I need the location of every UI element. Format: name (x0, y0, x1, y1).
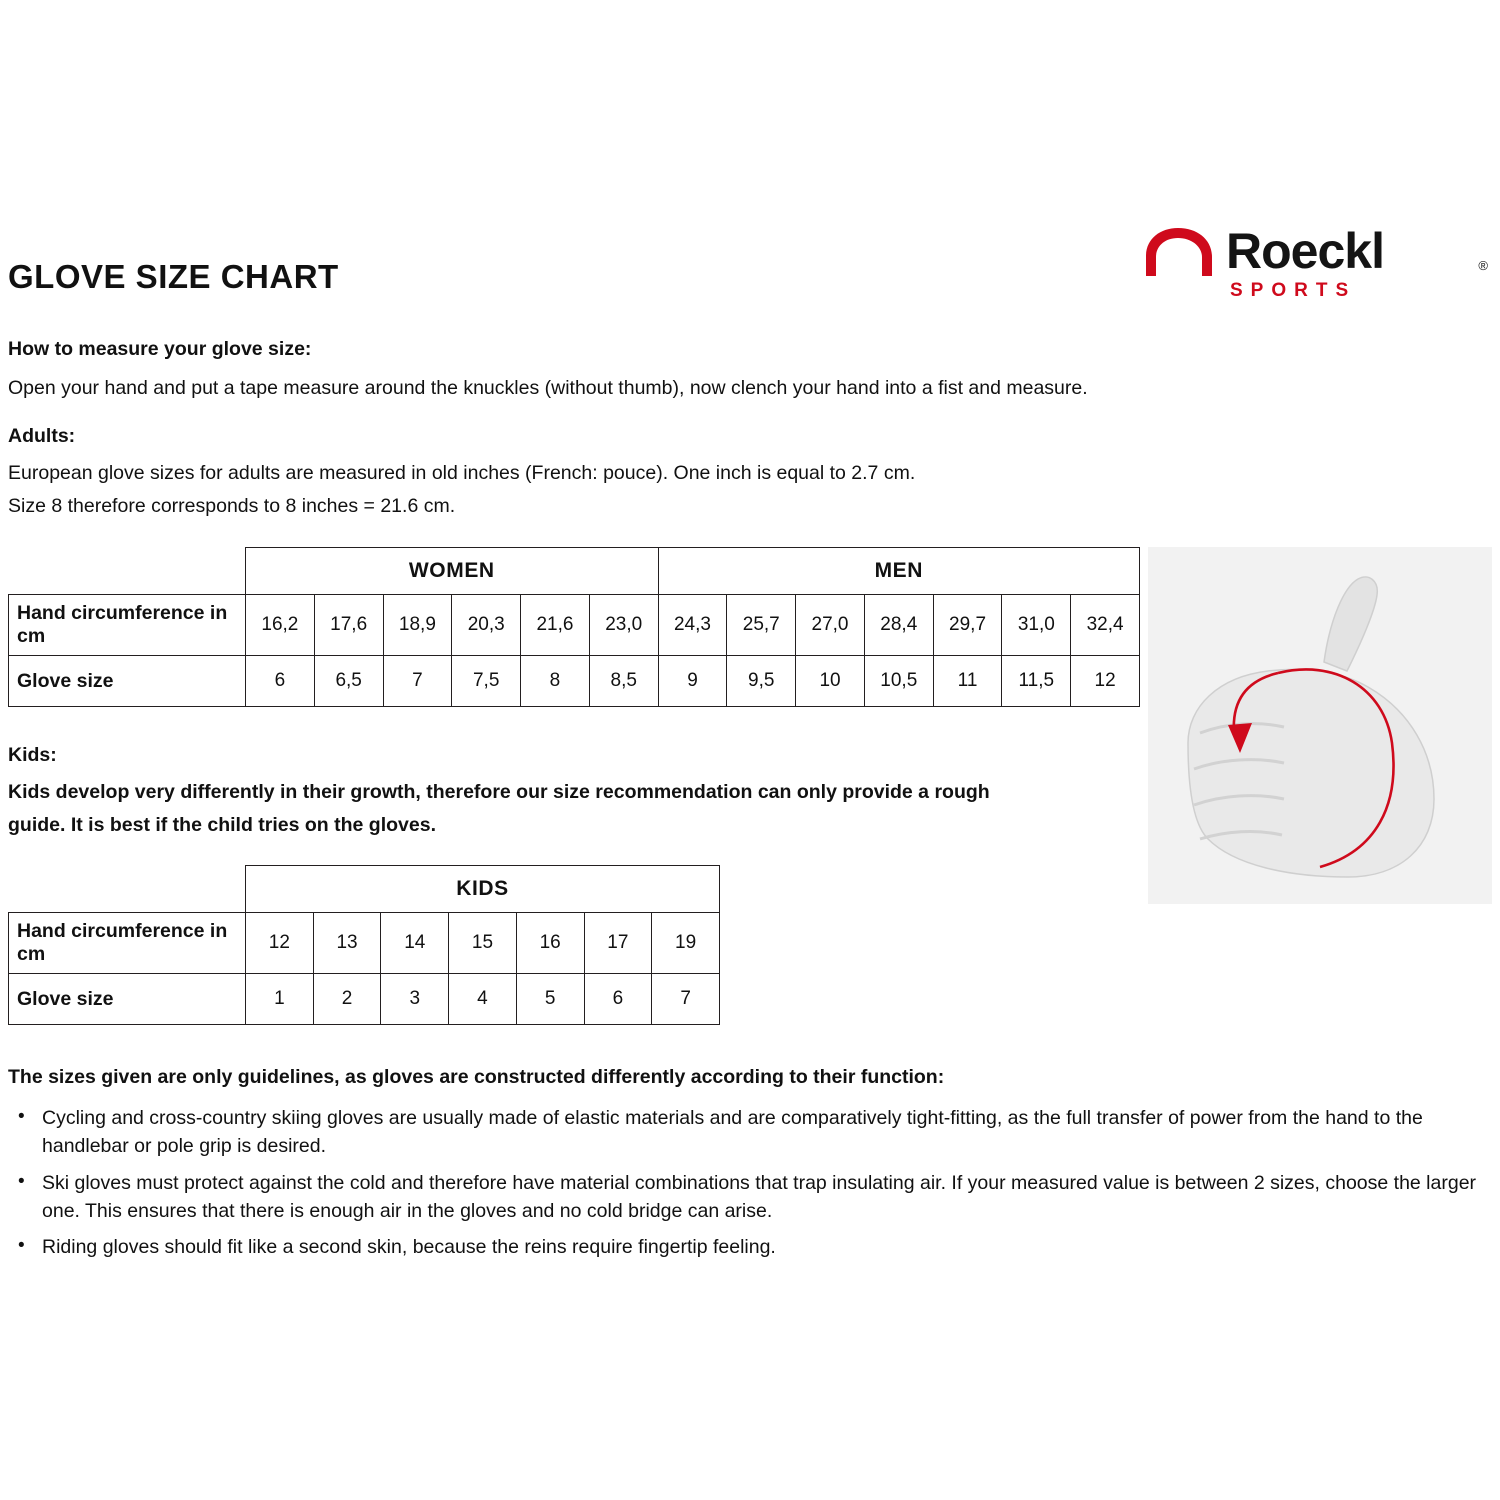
row-label-hand-circumference: Hand circumference in cm (9, 913, 246, 974)
table-cell: 24,3 (658, 595, 727, 656)
row-label-glove-size: Glove size (9, 656, 246, 707)
table-cell: 3 (381, 974, 449, 1025)
logo-subtitle: SPORTS (1230, 280, 1357, 301)
roeckl-hand-mark-icon (1140, 226, 1218, 278)
table-cell: 29,7 (933, 595, 1002, 656)
adults-size-table (8, 547, 1140, 707)
table-cell: 10,5 (864, 656, 933, 707)
table-cell: 9 (658, 656, 727, 707)
table-cell: 21,6 (521, 595, 590, 656)
adults-line-2: Size 8 therefore corresponds to 8 inches = 21.6 cm. (8, 495, 456, 517)
table-cell: 6,5 (314, 656, 383, 707)
table-cell: 1 (246, 974, 314, 1025)
adults-heading: Adults: (8, 425, 76, 447)
table-cell: 7,5 (452, 656, 521, 707)
table-cell: 14 (381, 913, 449, 974)
group-header-kids: KIDS (246, 866, 720, 913)
table-cell: 4 (449, 974, 517, 1025)
table-cell: 9,5 (727, 656, 796, 707)
list-item: • Riding gloves should fit like a second skin, because the reins require fingertip feeling. (8, 1233, 1488, 1261)
group-header-women: WOMEN (246, 548, 659, 595)
list-item: • Cycling and cross-country skiing gloves are usually made of elastic materials and are comparatively tight-fitting, as the full transfer of power from the hand to the handlebar or pole grip is desired. (8, 1104, 1488, 1161)
table-group-header-row (9, 866, 720, 913)
table-cell: 31,0 (1002, 595, 1071, 656)
table-cell: 25,7 (727, 595, 796, 656)
table-cell: 7 (383, 656, 452, 707)
row-label-glove-size: Glove size (9, 974, 246, 1025)
kids-size-table (8, 865, 720, 1025)
table-cell: 17,6 (314, 595, 383, 656)
table-cell: 6 (584, 974, 652, 1025)
table-cell: 10 (796, 656, 865, 707)
table-cell: 8,5 (589, 656, 658, 707)
table-cell: 13 (313, 913, 381, 974)
guidelines-list (8, 1104, 1488, 1269)
empty-corner-cell (9, 866, 246, 913)
table-cell: 6 (246, 656, 315, 707)
table-row (9, 595, 1140, 656)
table-row (9, 913, 720, 974)
hand-illustration-graphic (1148, 547, 1492, 904)
table-cell: 17 (584, 913, 652, 974)
row-label-hand-circumference: Hand circumference in cm (9, 595, 246, 656)
empty-corner-cell (9, 548, 246, 595)
table-row (9, 974, 720, 1025)
table-cell: 32,4 (1071, 595, 1140, 656)
table-cell: 27,0 (796, 595, 865, 656)
page-title: GLOVE SIZE CHART (8, 258, 339, 295)
guidelines-heading: The sizes given are only guidelines, as gloves are constructed differently according to their function: (8, 1066, 945, 1088)
table-cell: 16,2 (246, 595, 315, 656)
table-cell: 23,0 (589, 595, 658, 656)
group-header-men: MEN (658, 548, 1139, 595)
table-cell: 16 (516, 913, 584, 974)
table-cell: 2 (313, 974, 381, 1025)
table-cell: 12 (246, 913, 314, 974)
kids-heading: Kids: (8, 744, 57, 766)
kids-line-1: Kids develop very differently in their growth, therefore our size recommendation can only provide a rough (8, 781, 990, 803)
table-cell: 11 (933, 656, 1002, 707)
table-group-header-row (9, 548, 1140, 595)
table-cell: 28,4 (864, 595, 933, 656)
table-row (9, 656, 1140, 707)
logo-registered-mark: ® (1478, 258, 1488, 273)
table-cell: 15 (449, 913, 517, 974)
table-cell: 11,5 (1002, 656, 1071, 707)
roeckl-sports-logo (1130, 222, 1490, 308)
table-cell: 8 (521, 656, 590, 707)
list-item: • Ski gloves must protect against the cold and therefore have material combinations that trap insulating air. If your measured value is between 2 sizes, choose the larger one. This ensures that there is enough air in the gloves and no cold bridge can arise. (8, 1169, 1488, 1226)
table-cell: 7 (652, 974, 720, 1025)
kids-line-2: guide. It is best if the child tries on the gloves. (8, 814, 436, 836)
table-cell: 5 (516, 974, 584, 1025)
logo-wordmark: Roeckl (1226, 223, 1384, 279)
howto-heading: How to measure your glove size: (8, 338, 312, 360)
howto-text: Open your hand and put a tape measure around the knuckles (without thumb), now clench your hand into a fist and measure. (8, 377, 1088, 399)
hand-measuring-illustration (1148, 547, 1492, 904)
table-cell: 18,9 (383, 595, 452, 656)
table-cell: 19 (652, 913, 720, 974)
table-cell: 12 (1071, 656, 1140, 707)
adults-line-1: European glove sizes for adults are measured in old inches (French: pouce). One inch is equal to 2.7 cm. (8, 462, 916, 484)
table-cell: 20,3 (452, 595, 521, 656)
